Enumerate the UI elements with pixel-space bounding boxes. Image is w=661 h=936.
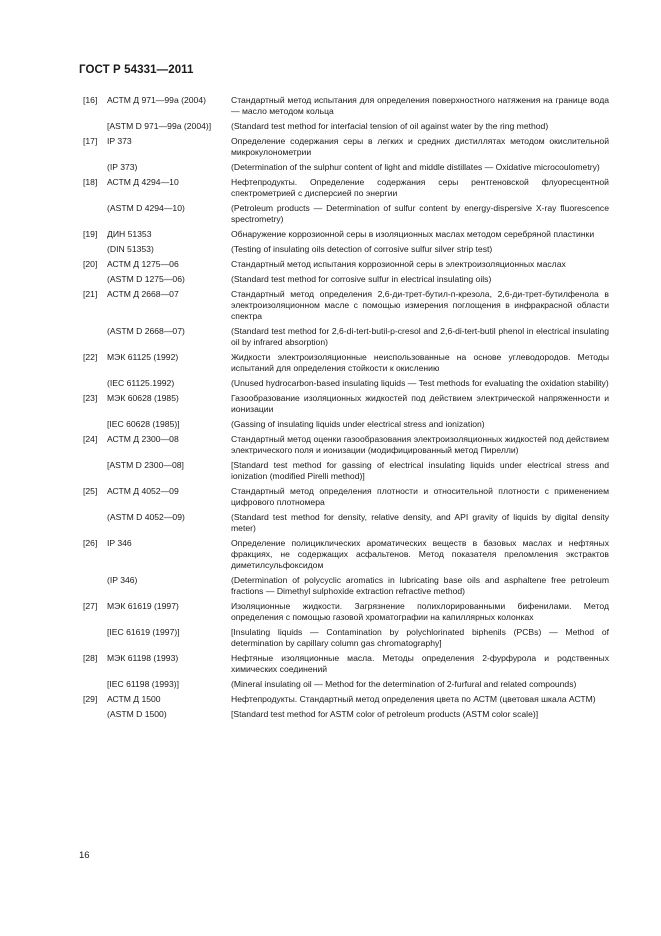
- reference-number: [24]: [83, 434, 98, 444]
- reference-original-code: [ASTM D 2300—08]: [107, 460, 184, 470]
- reference-code: МЭК 61619 (1997): [107, 601, 179, 611]
- reference-original-code: [ASTM D 971—99a (2004)]: [107, 121, 212, 131]
- reference-number: [28]: [83, 653, 98, 663]
- reference-original-title: (Determination of polycyclic aromatics in lubricating base oils and asphaltene free petroleum fractions — Dimethyl sulphoxide extraction refractive method): [231, 575, 609, 596]
- reference-original-title: (Standard test method for interfacial tension of oil against water by the ring method): [231, 121, 549, 131]
- reference-original-code: (ASTM D 2668—07): [107, 326, 185, 336]
- reference-title: Стандартный метод определения 2,6-ди-трет-бутил-п-крезола, 2,6-ди-трет-бутилфенола в электроизоляционном масле с помощью измерения поглощения в инфракрасной области спектра: [231, 289, 609, 321]
- reference-original-code: (IEC 61125.1992): [107, 378, 175, 388]
- reference-original: [83, 326, 609, 348]
- reference-original-title: (Gassing of insulating liquids under electrical stress and ionization): [231, 419, 485, 429]
- reference-original-title: (Unused hydrocarbon-based insulating liquids — Test methods for evaluating the oxidation stability): [231, 378, 609, 388]
- reference-entry: [83, 538, 609, 571]
- reference-title: Обнаружение коррозионной серы в изоляционных маслах методом серебряной пластинки: [231, 229, 595, 239]
- reference-number: [26]: [83, 538, 98, 548]
- reference-number: [29]: [83, 694, 98, 704]
- reference-original: [83, 419, 609, 430]
- reference-original-code: (IP 346): [107, 575, 138, 585]
- reference-original-code: [IEC 60628 (1985)]: [107, 419, 180, 429]
- reference-entry: [83, 694, 609, 705]
- reference-code: IP 346: [107, 538, 132, 548]
- reference-original-title: [Standard test method for gassing of electrical insulating liquids under electrical stress and ionization (modified Pirelli method)]: [231, 460, 609, 481]
- reference-original-code: (DIN 51353): [107, 244, 154, 254]
- reference-original-title: (Mineral insulating oil — Method for the determination of 2-furfural and related compounds): [231, 679, 577, 689]
- reference-original-code: [IEC 61198 (1993)]: [107, 679, 179, 689]
- reference-title: Стандартный метод испытания для определения поверхностного натяжения на границе вода — масло методом кольца: [231, 95, 609, 116]
- reference-entry: [83, 653, 609, 675]
- reference-title: Стандартный метод оценки газообразования электроизоляционных жидкостей под действием электрического поля и ионизации (модифицированный метод Пирелли): [231, 434, 609, 455]
- reference-original: [83, 575, 609, 597]
- reference-original: [83, 203, 609, 225]
- reference-code: АСТМ Д 2300—08: [107, 434, 179, 444]
- reference-entry: [83, 393, 609, 415]
- reference-original-code: (ASTM D 4052—09): [107, 512, 185, 522]
- reference-entry: [83, 352, 609, 374]
- reference-title: Изоляционные жидкости. Загрязнение полихлорированными бифенилами. Метод определения с помощью газовой хроматографии на капиллярных колонках: [231, 601, 609, 622]
- reference-original: [83, 121, 609, 132]
- reference-original: [83, 679, 609, 690]
- reference-code: IP 373: [107, 136, 132, 146]
- reference-title: Стандартный метод испытания коррозионной серы в электроизоляционных маслах: [231, 259, 566, 269]
- reference-title: Газообразование изоляционных жидкостей под действием электрической напряженности и ионизации: [231, 393, 609, 414]
- reference-number: [18]: [83, 177, 98, 187]
- reference-entry: [83, 229, 609, 240]
- reference-original: [83, 627, 609, 649]
- reference-original-title: [Standard test method for ASTM color of petroleum products (ASTM color scale)]: [231, 709, 539, 719]
- reference-number: [17]: [83, 136, 98, 146]
- reference-original-title: (Determination of the sulphur content of light and middle distillates — Oxidative microcoulometry): [231, 162, 600, 172]
- reference-code: МЭК 60628 (1985): [107, 393, 179, 403]
- reference-original: [83, 460, 609, 482]
- reference-code: ДИН 51353: [107, 229, 152, 239]
- reference-code: АСТМ Д 4052—09: [107, 486, 179, 496]
- reference-entry: [83, 289, 609, 322]
- reference-number: [22]: [83, 352, 98, 362]
- reference-title: Стандартный метод определения плотности и относительной плотности с применением цифрового плотномера: [231, 486, 609, 507]
- reference-number: [16]: [83, 95, 98, 105]
- references-list: [83, 95, 609, 724]
- reference-original-title: (Petroleum products — Determination of sulfur content by energy-dispersive X-ray fluorescence spectrometry): [231, 203, 609, 224]
- reference-original-code: (ASTM D 1275—06): [107, 274, 185, 284]
- reference-original-code: (ASTM D 4294—10): [107, 203, 185, 213]
- document-header: ГОСТ Р 54331—2011: [79, 64, 194, 76]
- reference-code: МЭК 61198 (1993): [107, 653, 179, 663]
- reference-original-code: (ASTM D 1500): [107, 709, 167, 719]
- reference-number: [23]: [83, 393, 98, 403]
- reference-original-code: (IP 373): [107, 162, 138, 172]
- reference-original-title: (Standard test method for 2,6-di-tert-butil-p-cresol and 2,6-di-tert-butil phenol in electrical insulating oil by infrared absorption): [231, 326, 609, 347]
- reference-original-title: [Insulating liquids — Contamination by polychlorinated biphenils (PCBs) — Method of determination by capillary column gas chromatography]: [231, 627, 609, 648]
- reference-code: АСТМ Д 4294—10: [107, 177, 179, 187]
- reference-entry: [83, 95, 609, 117]
- page-number: 16: [79, 850, 90, 861]
- reference-entry: [83, 601, 609, 623]
- reference-original: [83, 162, 609, 173]
- reference-original: [83, 274, 609, 285]
- reference-original-code: [IEC 61619 (1997)]: [107, 627, 180, 637]
- reference-code: АСТМ Д 1500: [107, 694, 161, 704]
- reference-title: Нефтепродукты. Стандартный метод определения цвета по АСТМ (цветовая шкала АСТМ): [231, 694, 596, 704]
- reference-original: [83, 512, 609, 534]
- reference-original-title: (Standard test method for density, relative density, and API gravity of liquids by digital density meter): [231, 512, 609, 533]
- reference-code: АСТМ Д 2668—07: [107, 289, 179, 299]
- reference-title: Жидкости электроизоляционные неиспользованные на основе углеводородов. Методы испытаний для определения стойкости к окислению: [231, 352, 609, 373]
- reference-entry: [83, 177, 609, 199]
- reference-title: Определение содержания серы в легких и средних дистиллятах методом окислительной микрокулонометрии: [231, 136, 609, 157]
- reference-title: Нефтяные изоляционные масла. Методы определения 2-фурфурола и родственных химических соединений: [231, 653, 609, 674]
- reference-number: [25]: [83, 486, 98, 496]
- reference-number: [20]: [83, 259, 98, 269]
- reference-number: [21]: [83, 289, 98, 299]
- reference-title: Нефтепродукты. Определение содержания серы рентгеновской флуоресцентной спектрометрией с дисперсией по энергии: [231, 177, 609, 198]
- reference-code: АСТМ Д 971—99а (2004): [107, 95, 206, 105]
- reference-title: Определение полициклических ароматических веществ в базовых маслах и нефтяных фракциях, не содержащих асфальтенов. Метод показателя преломления экстрактов диметилсульфоксидом: [231, 538, 609, 570]
- reference-original-title: (Standard test method for corrosive sulfur in electrical insulating oils): [231, 274, 492, 284]
- reference-original: [83, 709, 609, 720]
- reference-original-title: (Testing of insulating oils detection of corrosive sulfur silver strip test): [231, 244, 493, 254]
- reference-number: [27]: [83, 601, 98, 611]
- reference-entry: [83, 259, 609, 270]
- reference-code: АСТМ Д 1275—06: [107, 259, 179, 269]
- reference-number: [19]: [83, 229, 98, 239]
- reference-entry: [83, 136, 609, 158]
- reference-entry: [83, 434, 609, 456]
- reference-original: [83, 244, 609, 255]
- reference-entry: [83, 486, 609, 508]
- reference-original: [83, 378, 609, 389]
- reference-code: МЭК 61125 (1992): [107, 352, 179, 362]
